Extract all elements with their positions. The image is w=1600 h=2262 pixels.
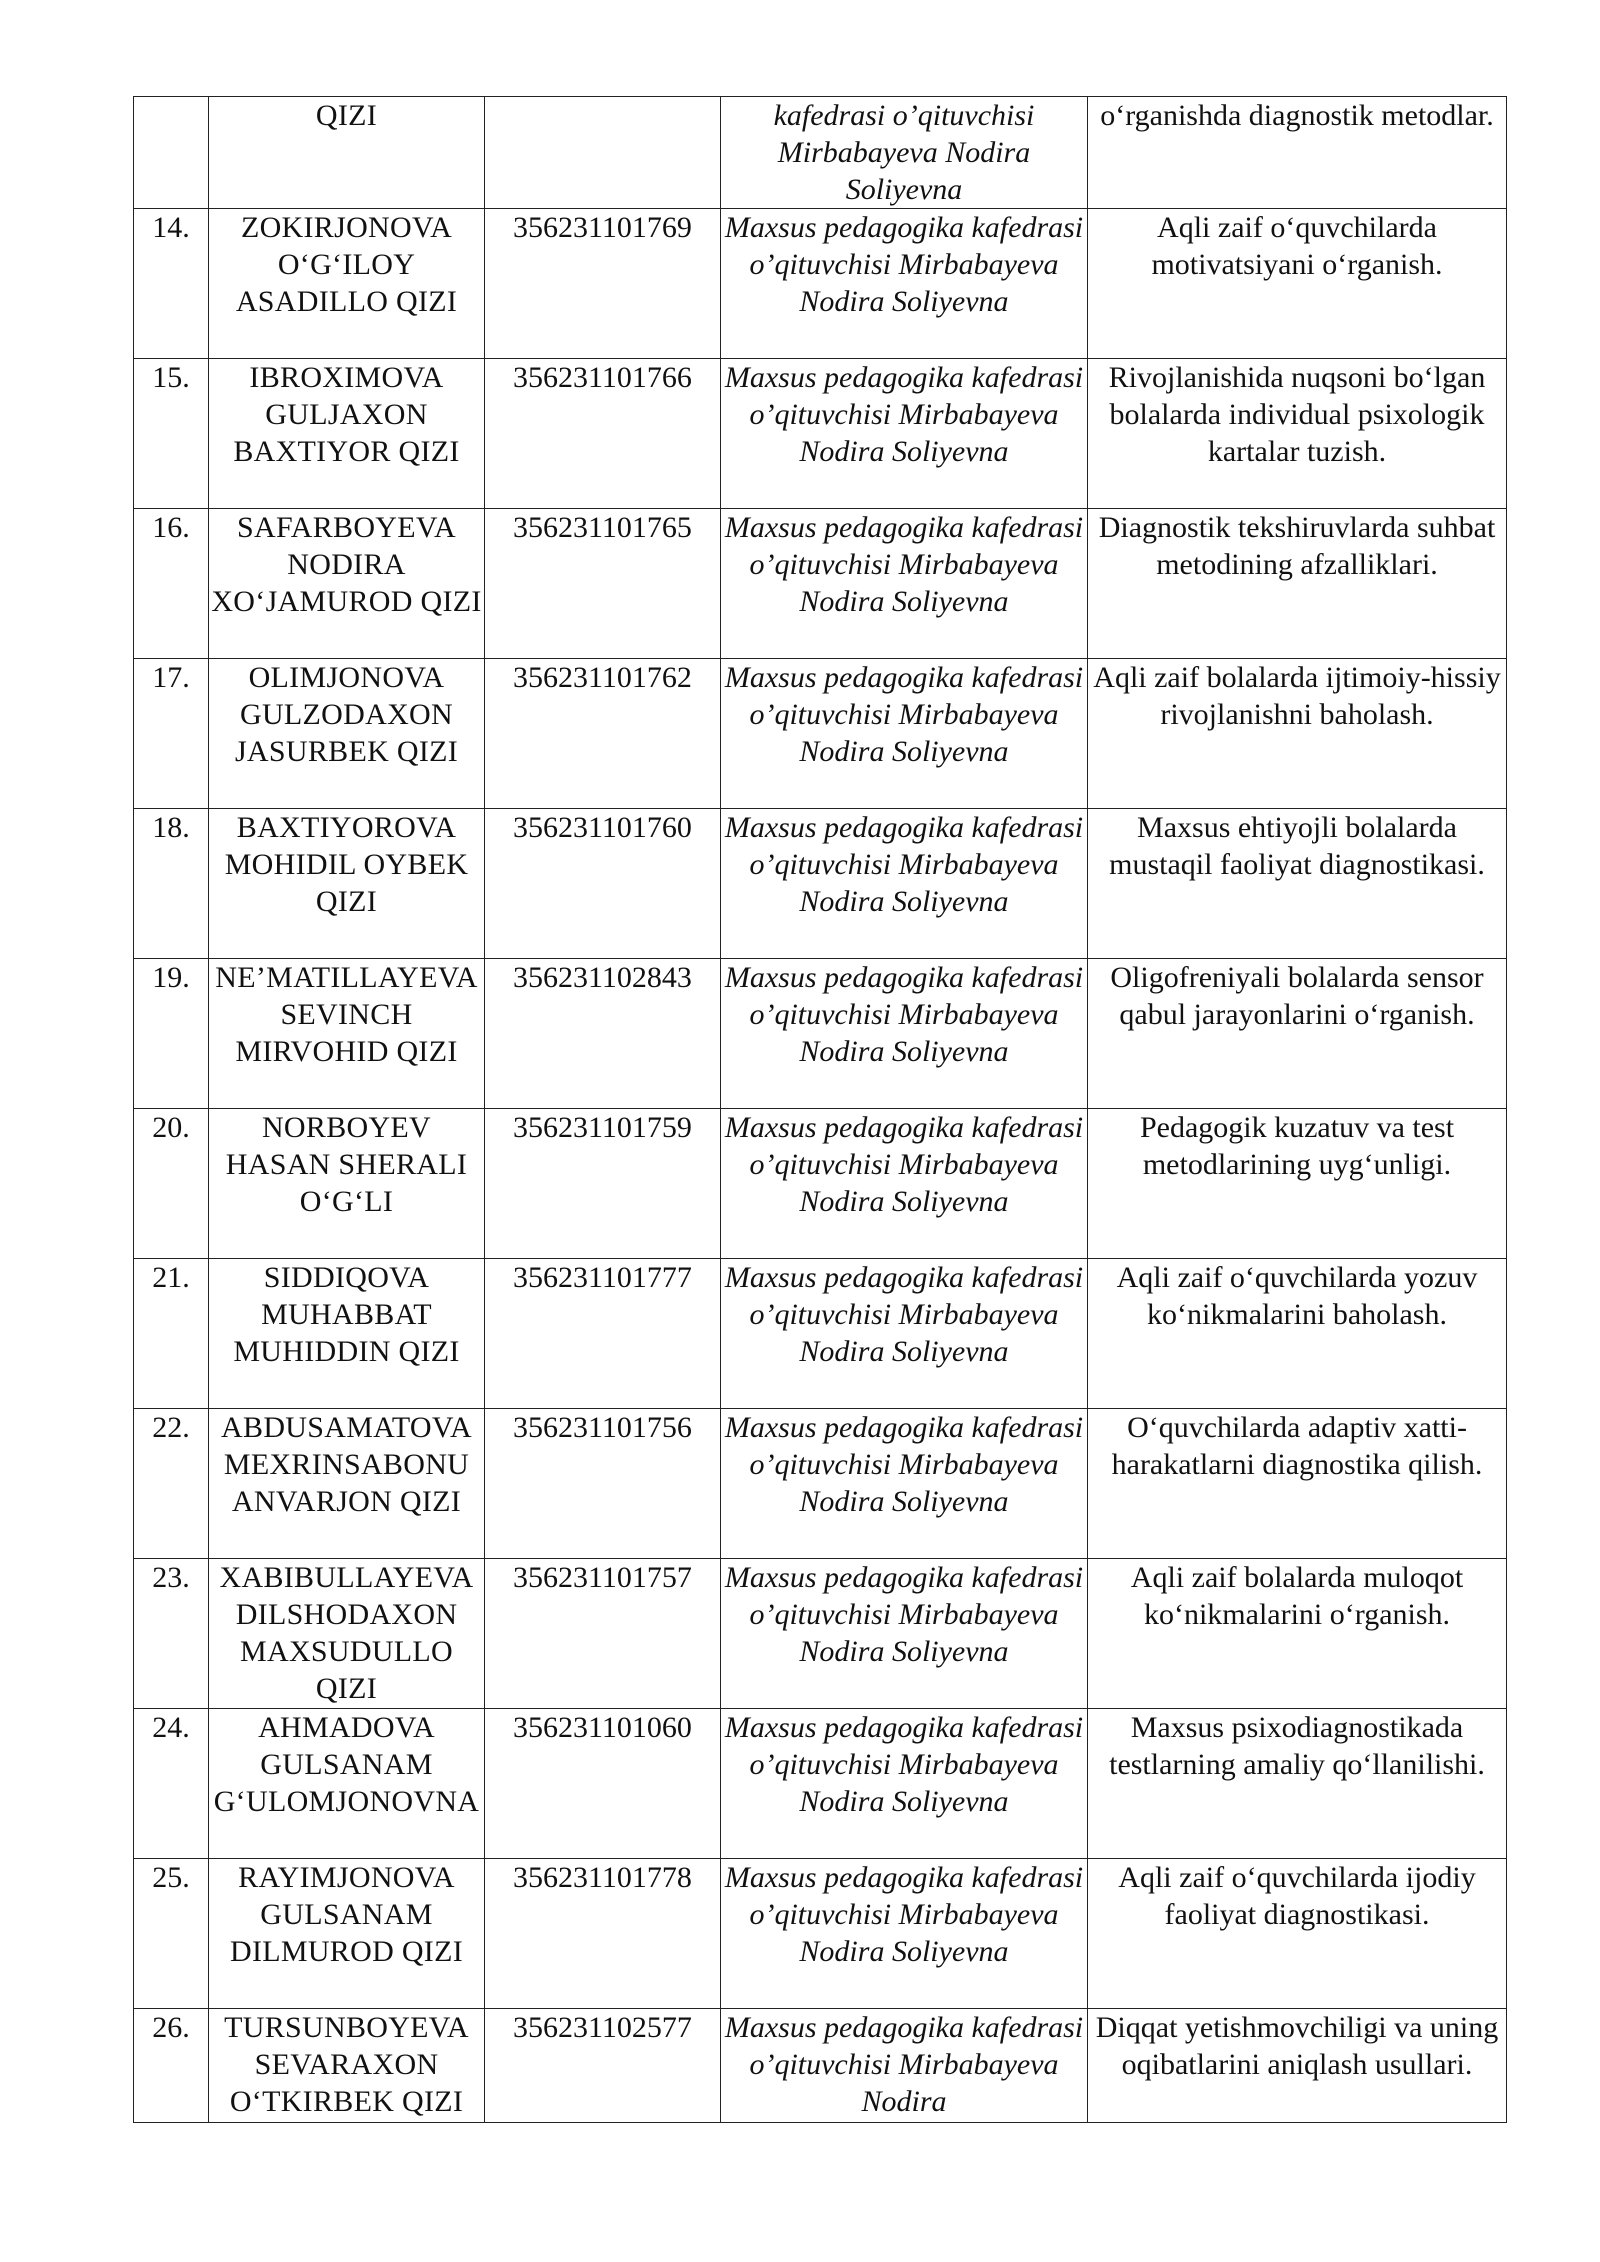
supervisor-cell: Maxsus pedagogika kafedrasi o’qituvchisi Mirbabayeva Nodira Soliyevna [721, 959, 1088, 1109]
row-number-cell: 26. [134, 2009, 209, 2123]
table-row [134, 959, 1507, 1109]
supervisor-cell: Maxsus pedagogika kafedrasi o’qituvchisi Mirbabayeva Nodira [721, 2009, 1088, 2123]
supervisor-cell: Maxsus pedagogika kafedrasi o’qituvchisi Mirbabayeva Nodira Soliyevna [721, 1409, 1088, 1559]
table-row [134, 509, 1507, 659]
student-name-cell: RAYIMJONOVA GULSANAM DILMUROD QIZI [209, 1859, 485, 2009]
row-number-cell: 21. [134, 1259, 209, 1409]
thesis-topic-cell: O‘quvchilarda adaptiv xatti-harakatlarni diagnostika qilish. [1088, 1409, 1507, 1559]
table-row [134, 1709, 1507, 1859]
student-id-cell: 356231101777 [485, 1259, 721, 1409]
supervisor-cell: Maxsus pedagogika kafedrasi o’qituvchisi Mirbabayeva Nodira Soliyevna [721, 659, 1088, 809]
student-name-cell: OLIMJONOVA GULZODAXON JASURBEK QIZI [209, 659, 485, 809]
supervisor-cell: Maxsus pedagogika kafedrasi o’qituvchisi Mirbabayeva Nodira Soliyevna [721, 1259, 1088, 1409]
student-id-cell: 356231101759 [485, 1109, 721, 1259]
table-row [134, 209, 1507, 359]
student-id-cell: 356231101766 [485, 359, 721, 509]
thesis-topic-cell: Aqli zaif o‘quvchilarda yozuv ko‘nikmalarini baholash. [1088, 1259, 1507, 1409]
thesis-topic-cell: Rivojlanishida nuqsoni bo‘lgan bolalarda individual psixologik kartalar tuzish. [1088, 359, 1507, 509]
table-row [134, 1259, 1507, 1409]
table-row [134, 1559, 1507, 1709]
student-name-cell: AHMADOVA GULSANAM G‘ULOMJONOVNA [209, 1709, 485, 1859]
row-number-cell [134, 97, 209, 209]
student-name-cell: BAXTIYOROVA MOHIDIL OYBEK QIZI [209, 809, 485, 959]
student-id-cell: 356231101060 [485, 1709, 721, 1859]
student-name-cell: XABIBULLAYEVA DILSHODAXON MAXSUDULLO QIZI [209, 1559, 485, 1709]
table-row [134, 1409, 1507, 1559]
row-number-cell: 16. [134, 509, 209, 659]
thesis-topic-cell: Pedagogik kuzatuv va test metodlarining uyg‘unligi. [1088, 1109, 1507, 1259]
students-table [133, 96, 1507, 2123]
thesis-topic-cell: Maxsus ehtiyojli bolalarda mustaqil faoliyat diagnostikasi. [1088, 809, 1507, 959]
student-id-cell: 356231101757 [485, 1559, 721, 1709]
student-name-cell: SAFARBOYEVA NODIRA XO‘JAMUROD QIZI [209, 509, 485, 659]
table-row [134, 359, 1507, 509]
supervisor-cell: Maxsus pedagogika kafedrasi o’qituvchisi Mirbabayeva Nodira Soliyevna [721, 1709, 1088, 1859]
row-number-cell: 17. [134, 659, 209, 809]
student-id-cell: 356231101760 [485, 809, 721, 959]
thesis-topic-cell: Diqqat yetishmovchiligi va uning oqibatlarini aniqlash usullari. [1088, 2009, 1507, 2123]
table-row [134, 2009, 1507, 2123]
row-number-cell: 24. [134, 1709, 209, 1859]
supervisor-cell: Maxsus pedagogika kafedrasi o’qituvchisi Mirbabayeva Nodira Soliyevna [721, 1109, 1088, 1259]
thesis-topic-cell: Diagnostik tekshiruvlarda suhbat metodining afzalliklari. [1088, 509, 1507, 659]
student-name-cell: ABDUSAMATOVA MEXRINSABONU ANVARJON QIZI [209, 1409, 485, 1559]
supervisor-cell: Maxsus pedagogika kafedrasi o’qituvchisi Mirbabayeva Nodira Soliyevna [721, 1559, 1088, 1709]
student-id-cell: 356231101756 [485, 1409, 721, 1559]
student-name-cell: NORBOYEV HASAN SHERALI O‘G‘LI [209, 1109, 485, 1259]
student-name-cell: ZOKIRJONOVA O‘G‘ILOY ASADILLO QIZI [209, 209, 485, 359]
student-id-cell [485, 97, 721, 209]
student-id-cell: 356231101778 [485, 1859, 721, 2009]
student-id-cell: 356231101762 [485, 659, 721, 809]
table-row [134, 659, 1507, 809]
supervisor-cell: Maxsus pedagogika kafedrasi o’qituvchisi Mirbabayeva Nodira Soliyevna [721, 359, 1088, 509]
row-number-cell: 22. [134, 1409, 209, 1559]
supervisor-cell: Maxsus pedagogika kafedrasi o’qituvchisi Mirbabayeva Nodira Soliyevna [721, 209, 1088, 359]
student-id-cell: 356231102577 [485, 2009, 721, 2123]
row-number-cell: 25. [134, 1859, 209, 2009]
thesis-topic-cell: Aqli zaif o‘quvchilarda ijodiy faoliyat diagnostikasi. [1088, 1859, 1507, 2009]
table-body [134, 97, 1507, 2123]
row-number-cell: 20. [134, 1109, 209, 1259]
student-name-cell: NE’MATILLAYEVA SEVINCH MIRVOHID QIZI [209, 959, 485, 1109]
thesis-topic-cell: Aqli zaif bolalarda muloqot ko‘nikmalarini o‘rganish. [1088, 1559, 1507, 1709]
student-name-cell: QIZI [209, 97, 485, 209]
row-number-cell: 23. [134, 1559, 209, 1709]
row-number-cell: 14. [134, 209, 209, 359]
thesis-topic-cell: o‘rganishda diagnostik metodlar. [1088, 97, 1507, 209]
table-row [134, 809, 1507, 959]
student-name-cell: TURSUNBOYEVA SEVARAXON O‘TKIRBEK QIZI [209, 2009, 485, 2123]
student-name-cell: SIDDIQOVA MUHABBAT MUHIDDIN QIZI [209, 1259, 485, 1409]
row-number-cell: 19. [134, 959, 209, 1109]
student-name-cell: IBROXIMOVA GULJAXON BAXTIYOR QIZI [209, 359, 485, 509]
thesis-topic-cell: Aqli zaif bolalarda ijtimoiy-hissiy rivojlanishni baholash. [1088, 659, 1507, 809]
student-id-cell: 356231101769 [485, 209, 721, 359]
table-row [134, 1859, 1507, 2009]
supervisor-cell: Maxsus pedagogika kafedrasi o’qituvchisi Mirbabayeva Nodira Soliyevna [721, 809, 1088, 959]
supervisor-cell: Maxsus pedagogika kafedrasi o’qituvchisi Mirbabayeva Nodira Soliyevna [721, 1859, 1088, 2009]
table-row [134, 97, 1507, 209]
table-row [134, 1109, 1507, 1259]
row-number-cell: 18. [134, 809, 209, 959]
thesis-topic-cell: Maxsus psixodiagnostikada testlarning amaliy qo‘llanilishi. [1088, 1709, 1507, 1859]
thesis-topic-cell: Aqli zaif o‘quvchilarda motivatsiyani o‘rganish. [1088, 209, 1507, 359]
supervisor-cell: Maxsus pedagogika kafedrasi o’qituvchisi Mirbabayeva Nodira Soliyevna [721, 509, 1088, 659]
thesis-topic-cell: Oligofreniyali bolalarda sensor qabul jarayonlarini o‘rganish. [1088, 959, 1507, 1109]
row-number-cell: 15. [134, 359, 209, 509]
student-id-cell: 356231101765 [485, 509, 721, 659]
supervisor-cell: kafedrasi o’qituvchisi Mirbabayeva Nodira Soliyevna [721, 97, 1088, 209]
student-id-cell: 356231102843 [485, 959, 721, 1109]
